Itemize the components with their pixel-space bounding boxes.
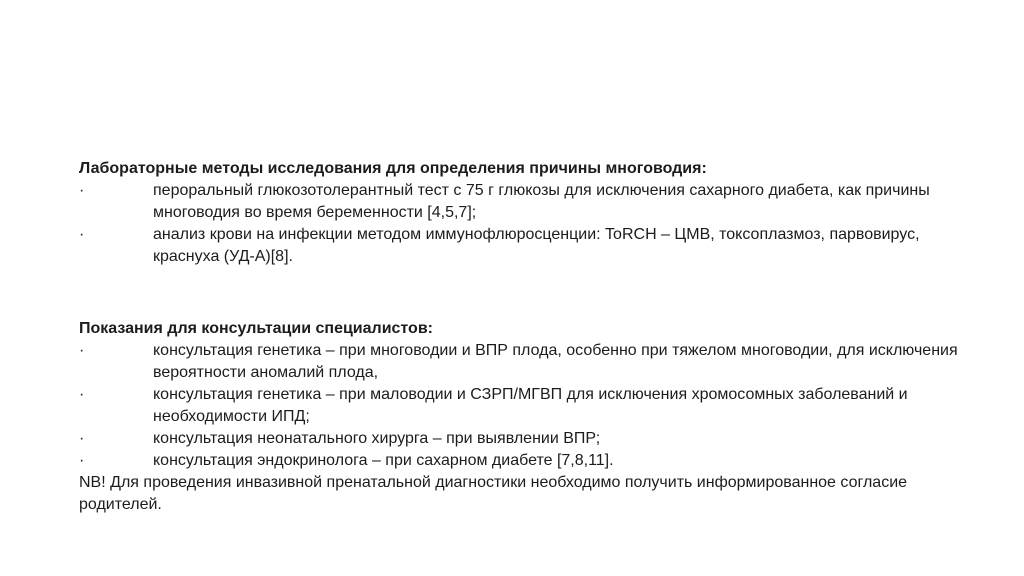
- list-item-text: консультация генетика – при маловодии и СЗРП/МГВП для исключения хромосомных заболеваний и необходимости ИПД;: [153, 386, 908, 425]
- nb-note: NB! Для проведения инвазивной пренатальной диагностики необходимо получить информированное согласие родителей.: [79, 474, 908, 513]
- bullet-marker: ·: [79, 226, 85, 243]
- list-item-text: консультация неонатального хирурга – при выявлении ВПР;: [153, 430, 601, 447]
- list-item-text: консультация эндокринолога – при сахарном диабете [7,8,11].: [153, 452, 614, 469]
- list-item-text: консультация генетика – при многоводии и ВПР плода, особенно при тяжелом многоводии, для исключения вероятности аномалий плода,: [153, 342, 958, 381]
- specialist-consultation-section: [79, 318, 979, 516]
- list-item: [79, 224, 979, 268]
- bullet-marker: ·: [79, 342, 85, 359]
- list-item: [79, 180, 979, 224]
- list-item: [79, 428, 979, 450]
- bullet-marker: ·: [79, 430, 85, 447]
- bullet-marker: ·: [79, 386, 85, 403]
- list-item-text: пероральный глюкозотолерантный тест с 75 г глюкозы для исключения сахарного диабета, как причины многоводия во время беременности [4,5,7];: [153, 182, 930, 221]
- lab-methods-heading: Лабораторные методы исследования для определения причины многоводия:: [79, 160, 707, 177]
- list-item-text: анализ крови на инфекции методом иммунофлюросценции: ToRCH – ЦМВ, токсоплазмоз, парвовирус, краснуха (УД-А)[8].: [153, 226, 920, 265]
- list-item: [79, 340, 979, 384]
- bullet-marker: ·: [79, 452, 85, 469]
- bullet-marker: ·: [79, 182, 85, 199]
- consultation-heading: Показания для консультации специалистов:: [79, 320, 433, 337]
- list-item: [79, 450, 979, 472]
- list-item: [79, 384, 979, 428]
- lab-methods-section: [79, 158, 979, 268]
